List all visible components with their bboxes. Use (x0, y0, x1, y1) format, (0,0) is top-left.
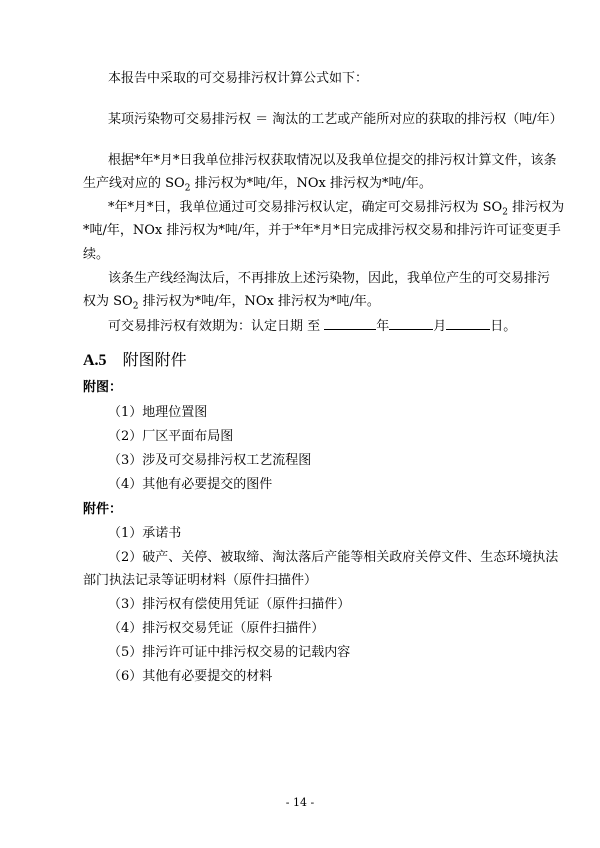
para1-line2-sub: 2 (184, 183, 191, 194)
para1-line2-a: 生产线对应的 SO (83, 176, 185, 191)
para2-line1-sub: 2 (502, 207, 508, 218)
attachments-label: 附件： (83, 502, 123, 517)
figure-item: （2）厂区平面布局图 (108, 429, 234, 444)
figures-label: 附图： (83, 380, 123, 395)
figure-item: （3）涉及可交易排污权工艺流程图 (108, 453, 312, 468)
para3-line2-sub: 2 (132, 301, 139, 312)
attachment-item-1: （1）承诺书 (108, 526, 182, 541)
para2-line1-b: 排污权为 (507, 200, 565, 215)
para2-line1 (108, 199, 564, 217)
validity-day: 日。 (490, 319, 517, 334)
section-heading (83, 349, 187, 372)
para2-line1-a: *年*月*日，我单位通过可交易排污权认定，确定可交易排污权为 SO (108, 200, 503, 215)
attachment-item-5: （5）排污许可证中排污权交易的记载内容 (108, 645, 351, 660)
formula-text: 某项污染物可交易排污权 ＝ 淘汰的工艺或产能所对应的获取的排污权（吨/年） (108, 112, 563, 127)
month-blank (389, 317, 433, 330)
validity-year: 年 (376, 319, 390, 334)
section-title: 附图附件 (122, 350, 187, 369)
para2-line3: 续。 (83, 247, 110, 262)
year-blank (324, 317, 376, 330)
section-number: A.5 (83, 352, 107, 369)
para1-line2 (83, 175, 432, 193)
para3-line2-b: 排污权为*吨/年，NOx 排污权为*吨/年。 (138, 294, 380, 309)
intro-text: 本报告中采取的可交易排污权计算公式如下： (108, 71, 369, 86)
para1-line2-b: 排污权为*吨/年，NOx 排污权为*吨/年。 (190, 176, 432, 191)
para1-line1: 根据*年*月*日我单位排污权获取情况以及我单位提交的排污权计算文件，该条 (108, 153, 557, 168)
figure-item: （1）地理位置图 (108, 405, 208, 420)
page-number: - 14 - (285, 796, 315, 809)
validity-month: 月 (433, 319, 447, 334)
attachment-item-2-line1: （2）破产、关停、被取缔、淘汰落后产能等相关政府关停文件、生态环境执法 (108, 550, 559, 565)
attachment-item-3: （3）排污权有偿使用凭证（原件扫描件） (108, 597, 351, 612)
attachment-item-6: （6）其他有必要提交的材料 (108, 669, 273, 684)
attachment-item-4: （4）排污权交易凭证（原件扫描件） (108, 621, 325, 636)
figure-item: （4）其他有必要提交的图件 (108, 477, 273, 492)
day-blank (446, 317, 490, 330)
para3-line1: 该条生产线经淘汰后，不再排放上述污染物，因此，我单位产生的可交易排污 (108, 271, 551, 286)
attachment-item-2-line2: 部门执法记录等证明材料（原件扫描件） (83, 573, 318, 588)
para3-line2 (83, 293, 380, 311)
para2-line2: *吨/年，NOx 排污权为*吨/年，并于*年*月*日完成排污权交易和排污许可证变更手 (83, 223, 561, 238)
validity-label: 可交易排污权有效期为：认定日期 至 (108, 319, 325, 334)
validity-line (108, 317, 516, 336)
para3-line2-a: 权为 SO (83, 294, 133, 309)
